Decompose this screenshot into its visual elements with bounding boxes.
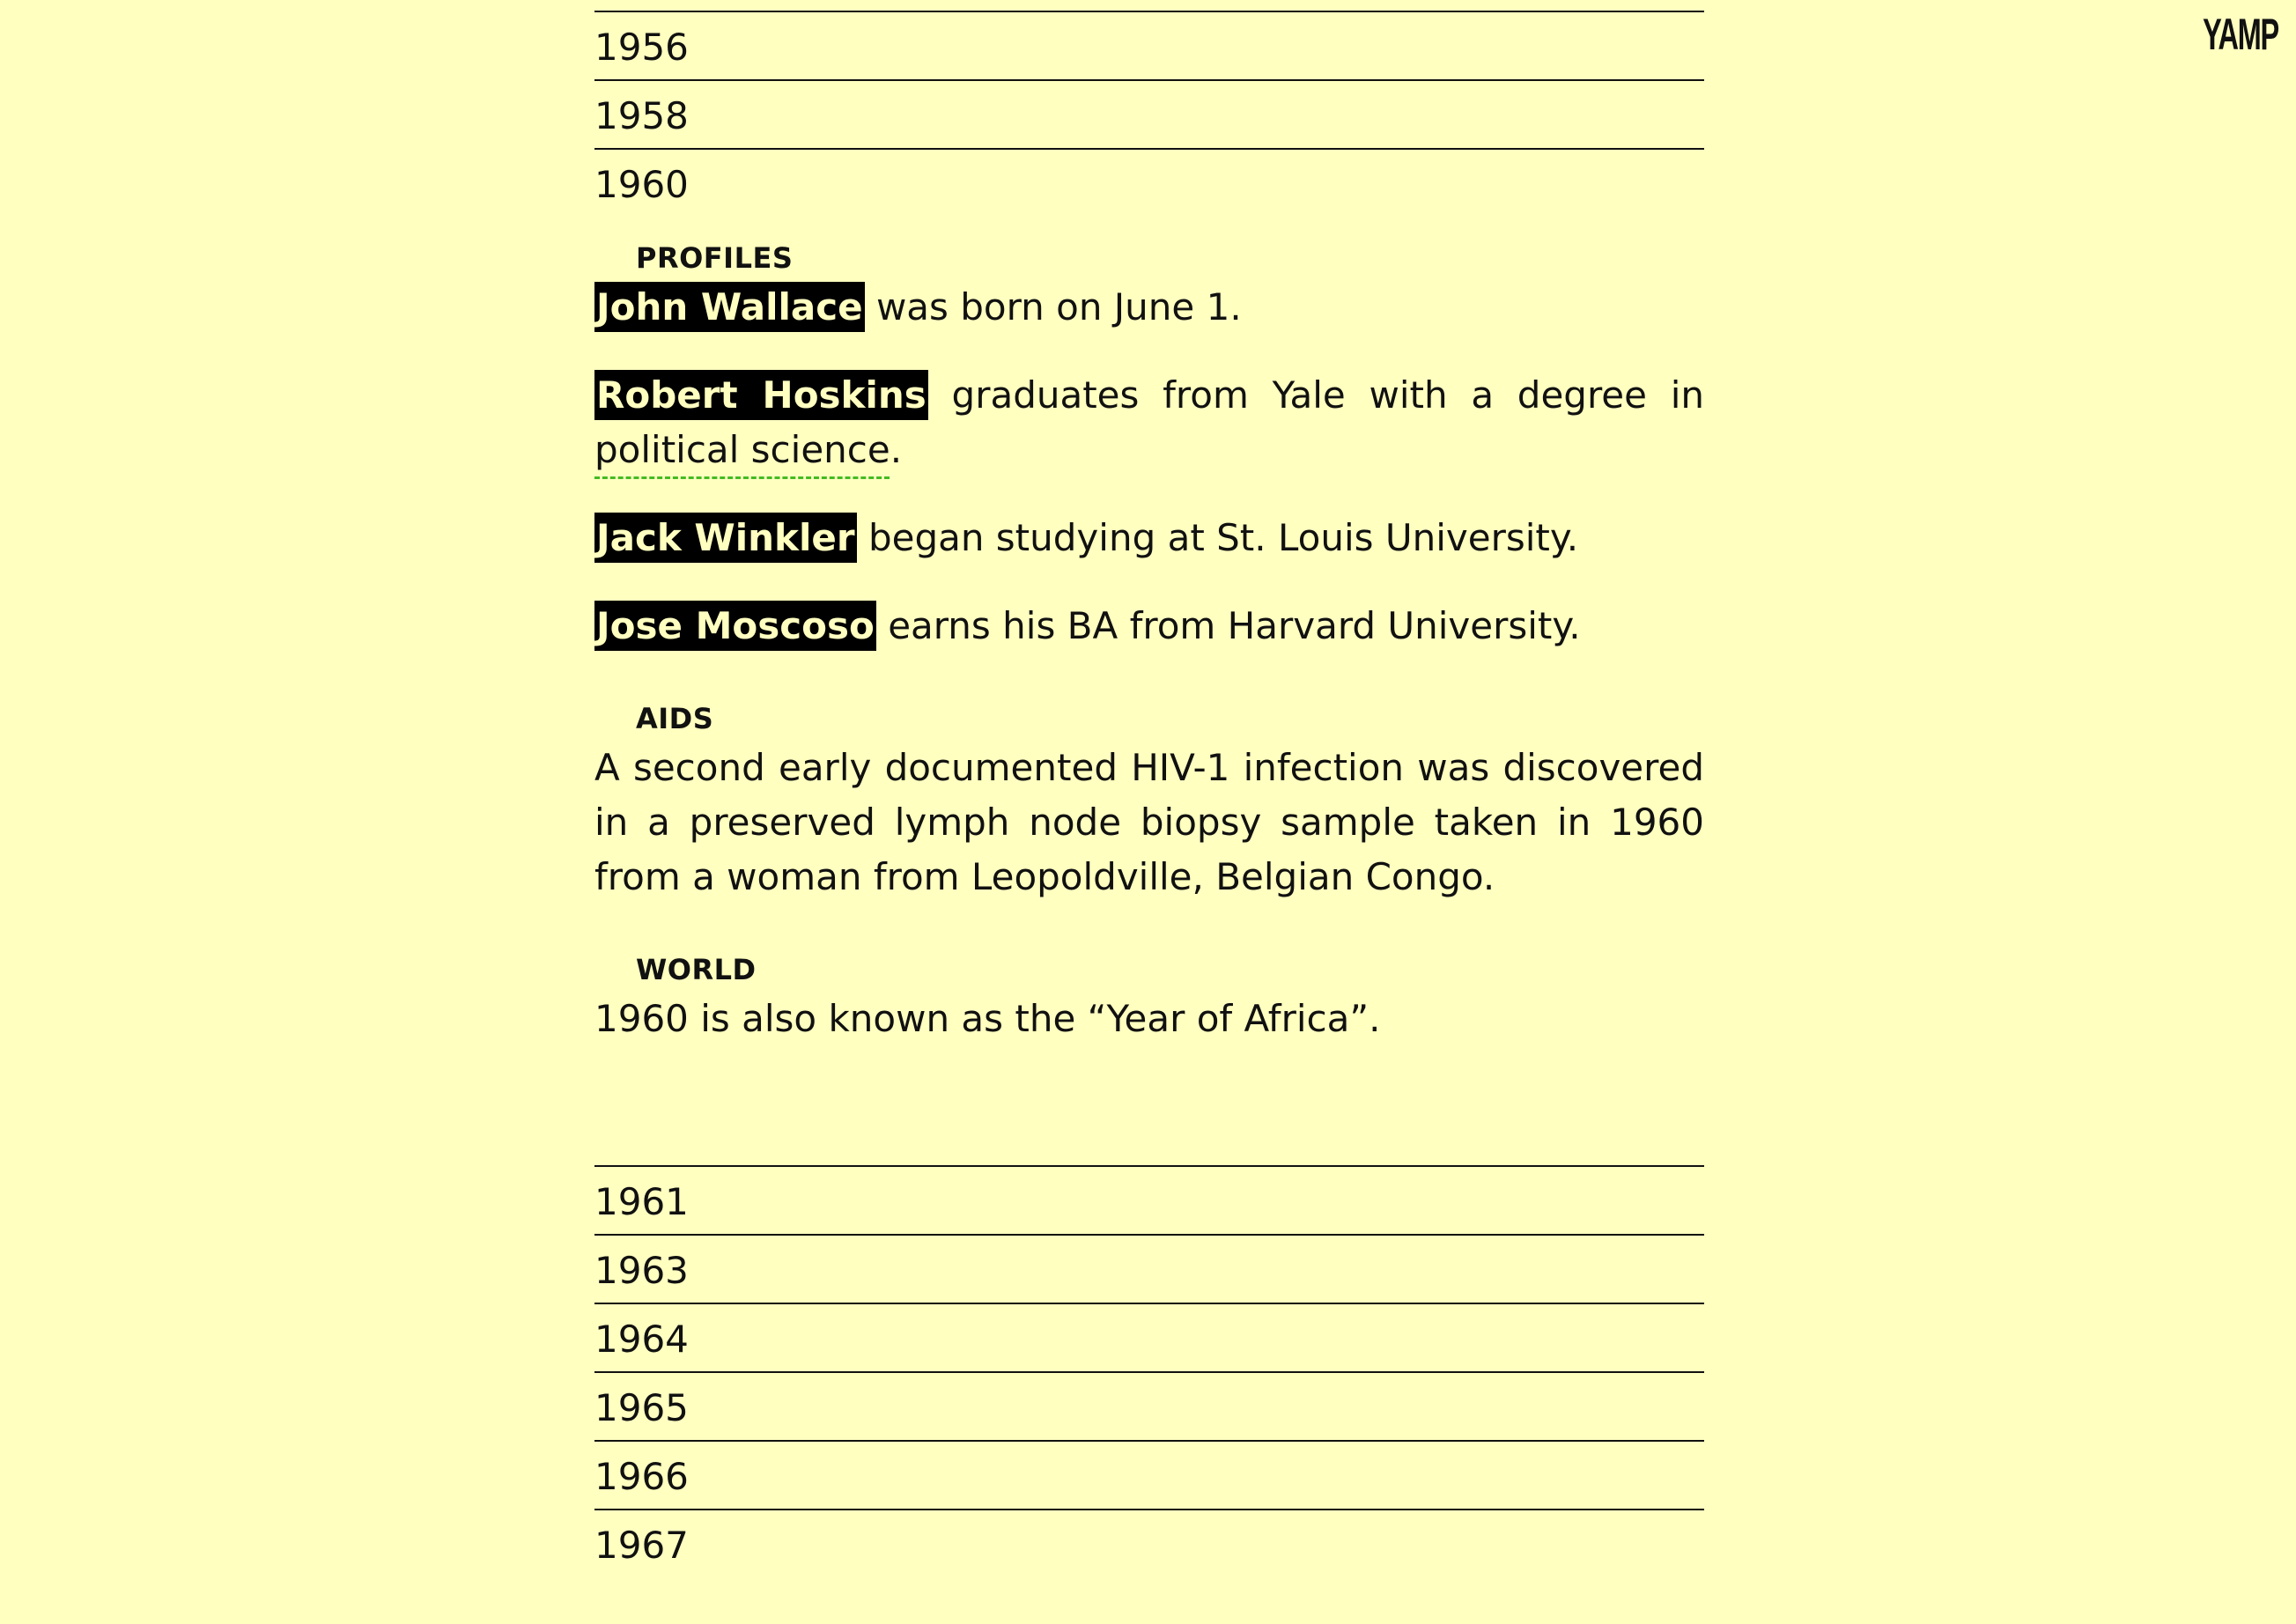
year-detail-1960	[594, 217, 1704, 1148]
year-row-1967[interactable]: 1967	[594, 1509, 1704, 1577]
year-row-1958[interactable]: 1958	[594, 79, 1704, 148]
aids-section	[594, 702, 1704, 904]
profiles-section	[594, 241, 1704, 653]
year-row-1966[interactable]: 1966	[594, 1440, 1704, 1509]
year-row-1956[interactable]: 1956	[594, 11, 1704, 79]
aids-text: A second early documented HIV-1 infection was discovered in a preserved lymph node biopsy sample taken in 1960 from a woman from Leopoldville, Belgian Congo.	[594, 746, 1704, 898]
year-row-1961[interactable]: 1961	[594, 1165, 1704, 1234]
world-heading: WORLD	[636, 953, 757, 986]
aids-heading: AIDS	[636, 702, 714, 735]
world-text: 1960 is also known as the “Year of Africa”.	[594, 997, 1381, 1040]
profile-text-end: .	[890, 428, 903, 471]
profile-entry	[594, 368, 1704, 477]
profile-text: earns his BA from Harvard University.	[888, 604, 1581, 647]
profile-text: was born on June 1.	[875, 285, 1242, 328]
year-row-1965[interactable]: 1965	[594, 1371, 1704, 1440]
profile-text: began studying at St. Louis University.	[867, 516, 1579, 559]
profile-entry	[594, 280, 1704, 335]
world-section	[594, 953, 1704, 1046]
profile-text: graduates from Yale with a degree in	[951, 373, 1705, 417]
profile-entry	[594, 599, 1704, 653]
profile-name[interactable]: John Wallace	[594, 282, 865, 332]
year-row-1963[interactable]: 1963	[594, 1234, 1704, 1303]
profiles-heading: PROFILES	[636, 241, 794, 275]
political-science-link[interactable]: political science	[594, 428, 890, 471]
timeline-column	[594, 11, 1704, 1577]
profile-name[interactable]: Jose Moscoso	[594, 601, 876, 651]
profile-name[interactable]: Robert Hoskins	[594, 370, 928, 420]
profile-name[interactable]: Jack Winkler	[594, 513, 857, 563]
profile-entry	[594, 511, 1704, 565]
year-row-1964[interactable]: 1964	[594, 1303, 1704, 1371]
year-list-below	[594, 1165, 1704, 1577]
site-logo[interactable]: YAMP	[2203, 10, 2278, 59]
year-row-1960[interactable]: 1960	[594, 148, 1704, 217]
